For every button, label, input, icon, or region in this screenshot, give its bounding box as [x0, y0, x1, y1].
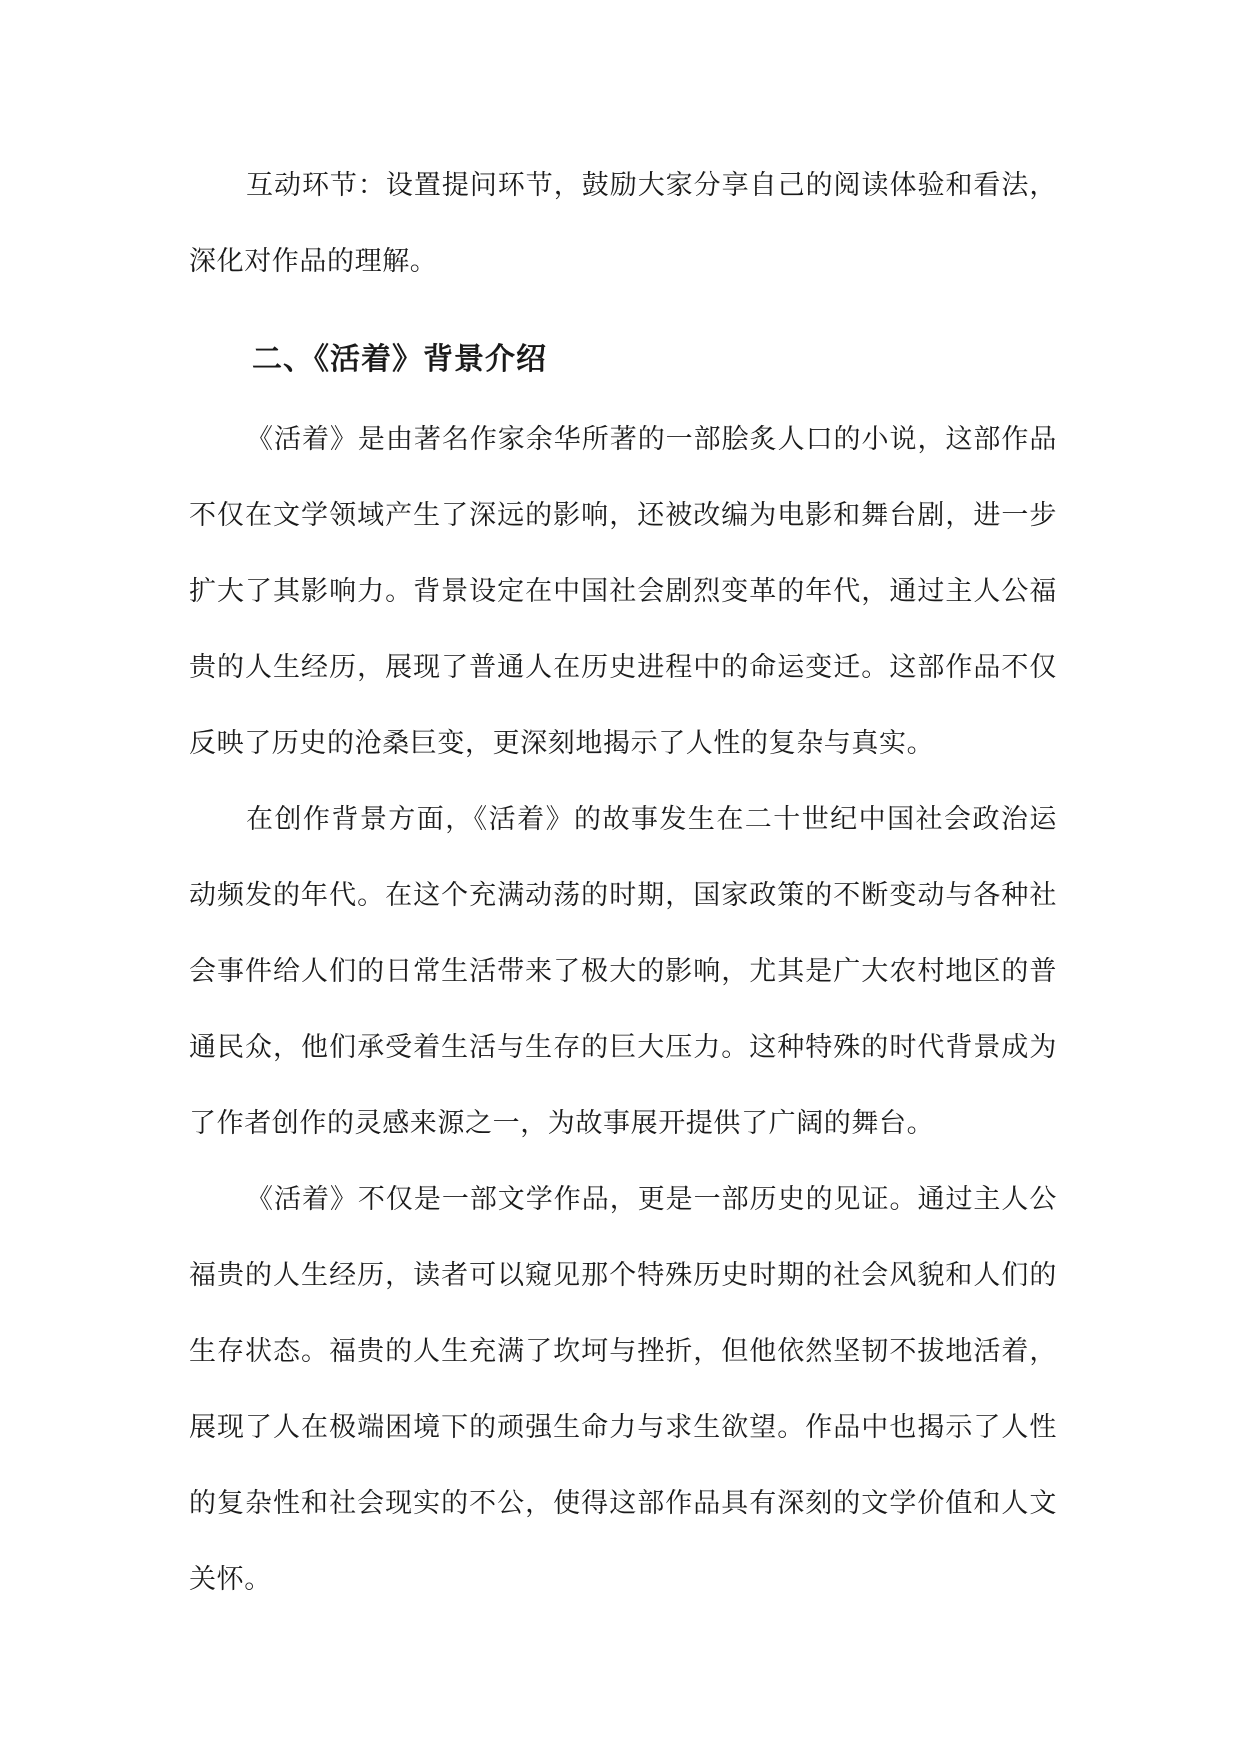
- background-paragraph-1: 《活着》是由著名作家余华所著的一部脍炙人口的小说，这部作品不仅在文学领域产生了深远的影响，还被改编为电影和舞台剧，进一步扩大了其影响力。背景设定在中国社会剧烈变革的年代，通过主人公福贵的人生经历，展现了普通人在历史进程中的命运变迁。这部作品不仅反映了历史的沧桑巨变，更深刻地揭示了人性的复杂与真实。: [189, 424, 1057, 759]
- section-heading: 二、《活着》背景介绍: [252, 342, 547, 377]
- background-paragraph-3: 《活着》不仅是一部文学作品，更是一部历史的见证。通过主人公福贵的人生经历，读者可以窥见那个特殊历史时期的社会风貌和人们的生存状态。福贵的人生充满了坎坷与挫折，但他依然坚韧不拔地活着，展现了人在极端困境下的顽强生命力与求生欲望。作品中也揭示了人性的复杂性和社会现实的不公，使得这部作品具有深刻的文学价值和人文关怀。: [189, 1184, 1057, 1595]
- interaction-paragraph: 互动环节：设置提问环节，鼓励大家分享自己的阅读体验和看法，深化对作品的理解。: [189, 170, 1057, 277]
- document-body: [189, 148, 1057, 1618]
- background-paragraph-2: 在创作背景方面，《活着》的故事发生在二十世纪中国社会政治运动频发的年代。在这个充满动荡的时期，国家政策的不断变动与各种社会事件给人们的日常生活带来了极大的影响，尤其是广大农村地区的普通民众，他们承受着生活与生存的巨大压力。这种特殊的时代背景成为了作者创作的灵感来源之一，为故事展开提供了广阔的舞台。: [189, 804, 1057, 1139]
